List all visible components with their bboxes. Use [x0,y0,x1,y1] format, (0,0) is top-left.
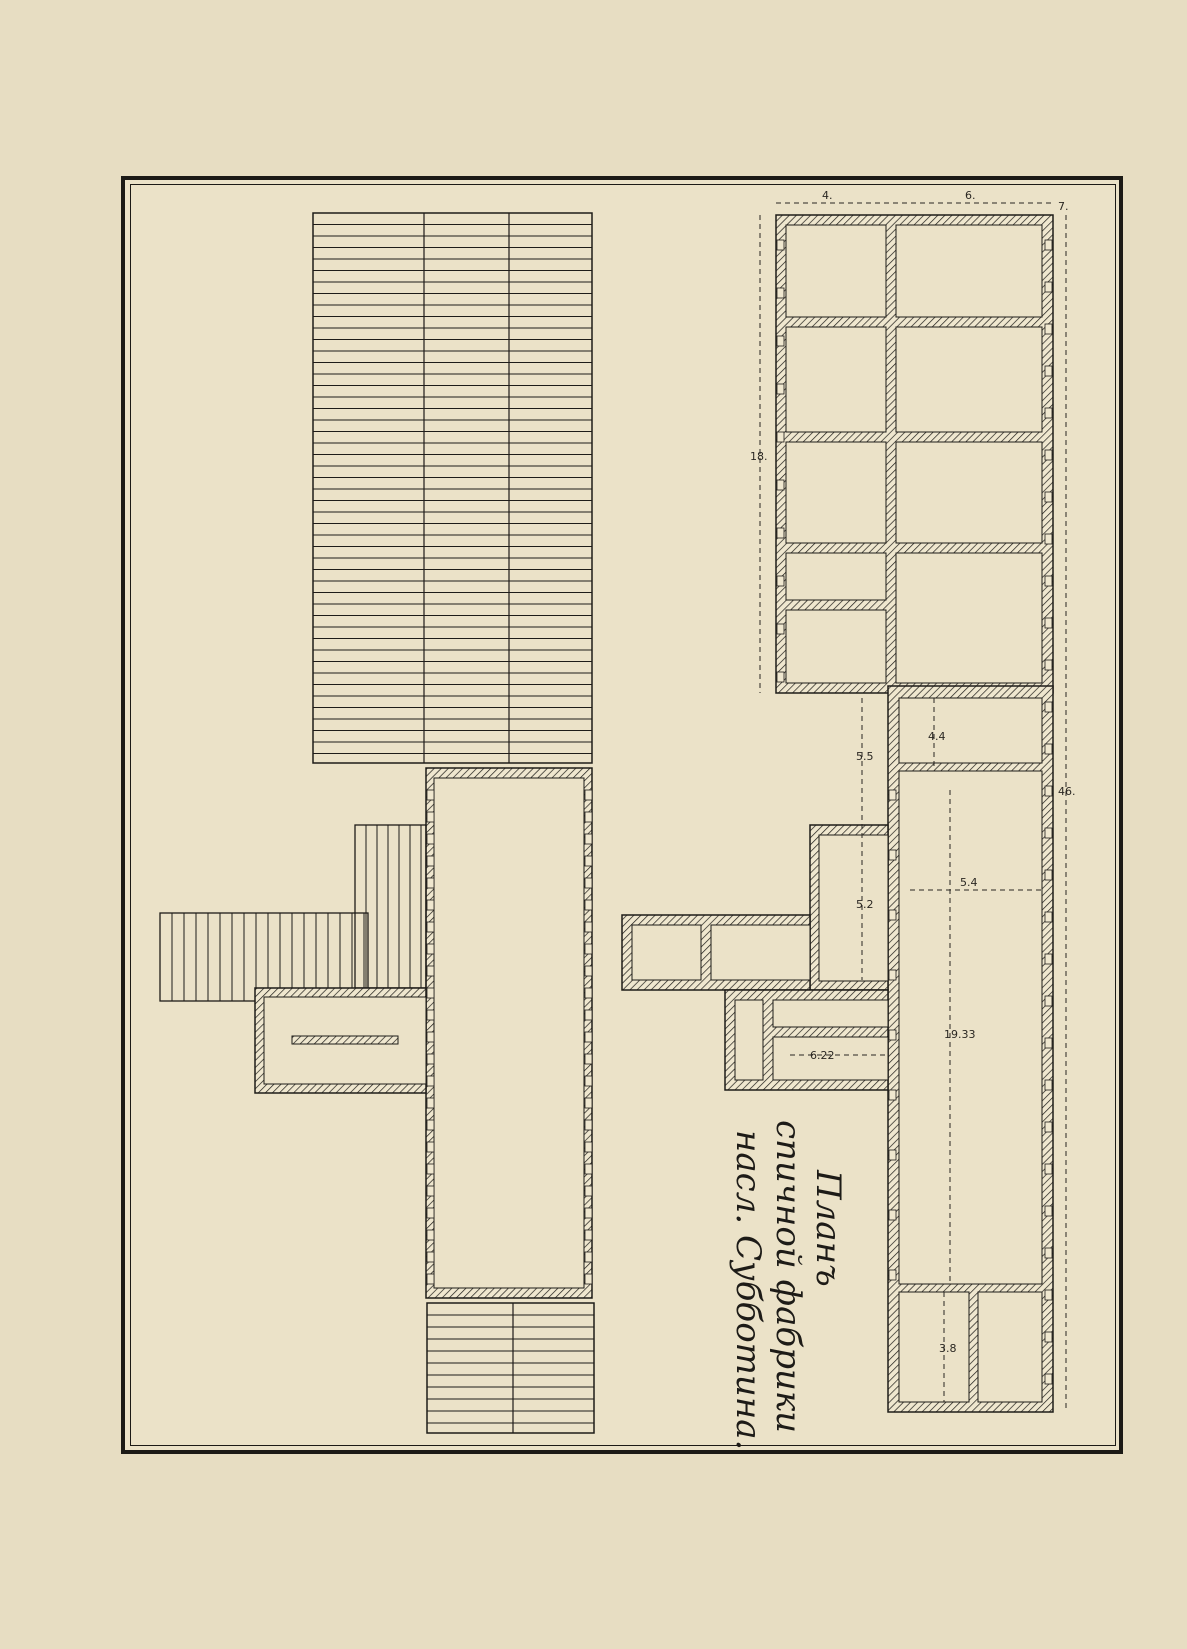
dim-inner-b: 5.2 [856,898,874,911]
drying-shed-plan [160,213,594,1433]
dim-inner-d: 5.4 [960,876,978,889]
caption-line-1: Планъ [808,1170,848,1287]
caption-line-3: насл. Субботина. [728,1130,768,1451]
dim-right-total: 46. [1058,785,1076,798]
board-rack-top [313,213,592,763]
board-rack-bottom [427,1303,594,1433]
dim-inner-f: 19.33 [944,1028,976,1041]
dim-top-b: 6. [965,189,976,202]
long-hall-interior [434,778,584,1288]
end-room-right [978,1292,1042,1402]
end-room-left [899,1292,969,1402]
dim-top-a: 4. [822,189,833,202]
dim-inner-e: 6.22 [810,1049,835,1062]
annex-partition [292,1036,398,1044]
room-upper-lower [899,698,1042,763]
dim-top-c: 7. [1058,200,1069,213]
caption-line-2: спичной фабрики [768,1120,808,1434]
dim-inner-c: 4.4 [928,730,946,743]
dim-left-total: 18. [750,450,768,463]
dim-inner-a: 5.5 [856,750,874,763]
dim-inner-g: 3.8 [939,1342,957,1355]
